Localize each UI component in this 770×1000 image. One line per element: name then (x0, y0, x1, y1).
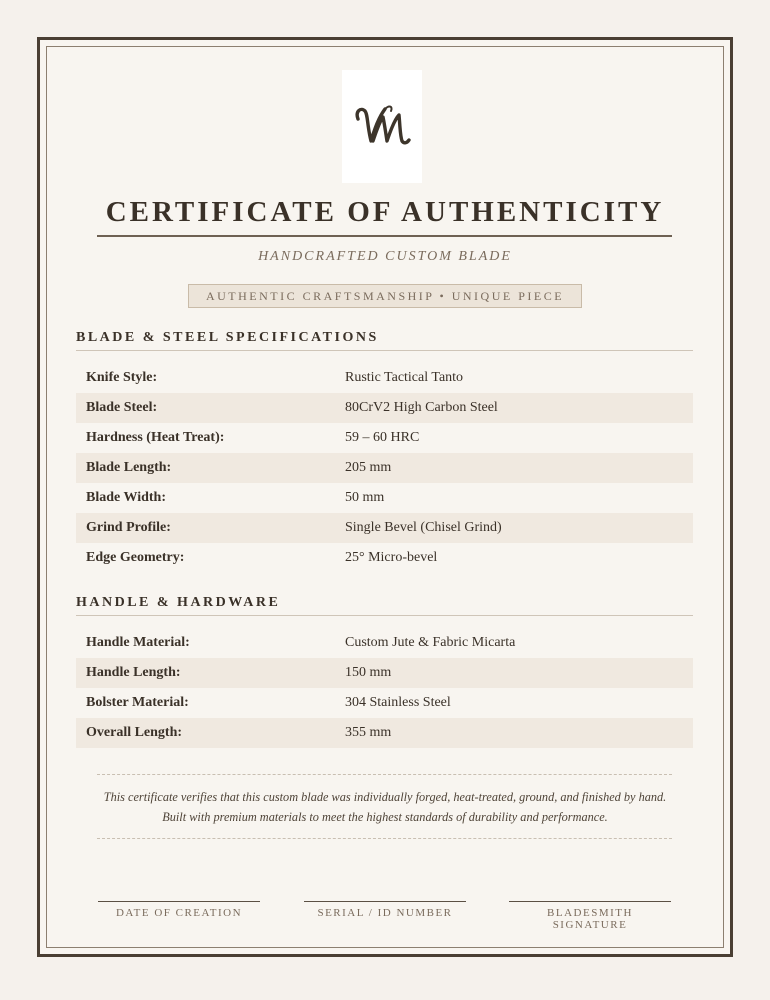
handle-spec-table (76, 628, 693, 748)
spec-label: Grind Profile: (86, 520, 171, 535)
spec-value: 50 mm (345, 490, 385, 505)
spec-value: 80CrV2 High Carbon Steel (345, 400, 498, 415)
blade-section-title: BLADE & STEEL SPECIFICATIONS (76, 330, 379, 345)
spec-value: Single Bevel (Chisel Grind) (345, 520, 502, 535)
authenticity-statement: This certificate verifies that this custom blade was individually forged, heat-treated, ground, and finished by hand. Built with premium materials to meet the highest standards of durability and performance. (103, 790, 667, 824)
spec-label: Blade Length: (86, 460, 172, 475)
handle-section-title: HANDLE & HARDWARE (76, 595, 281, 610)
spec-label: Knife Style: (86, 370, 158, 385)
spec-label: Handle Length: (86, 665, 181, 680)
certificate-subtitle: HANDCRAFTED CUSTOM BLADE (258, 249, 512, 264)
spec-row (76, 718, 693, 748)
spec-value: 205 mm (345, 460, 392, 475)
spec-row (76, 688, 693, 718)
spec-label: Bolster Material: (86, 695, 189, 710)
spec-row (76, 393, 693, 423)
spec-value: 304 Stainless Steel (345, 695, 451, 710)
spec-value: Rustic Tactical Tanto (345, 370, 464, 385)
spec-row (76, 423, 693, 453)
spec-row (76, 453, 693, 483)
spec-row (76, 543, 693, 573)
serial-number-line: SERIAL / ID NUMBER (304, 901, 466, 919)
spec-value: Custom Jute & Fabric Micarta (345, 635, 516, 650)
spec-label: Handle Material: (86, 635, 190, 650)
bladesmith-signature-line: BLADESMITH SIGNATURE (509, 901, 671, 931)
blade-section-rule (76, 350, 693, 351)
spec-value: 355 mm (345, 725, 392, 740)
certificate-title: CERTIFICATE OF AUTHENTICITY (105, 196, 665, 228)
statement-divider-bottom (97, 838, 672, 839)
vm-monogram-icon (349, 97, 415, 157)
spec-label: Overall Length: (86, 725, 183, 740)
spec-row (76, 363, 693, 393)
date-of-creation-line: DATE OF CREATION (98, 901, 260, 919)
spec-row (76, 628, 693, 658)
spec-label: Hardness (Heat Treat): (86, 430, 225, 445)
spec-label: Blade Width: (86, 490, 167, 505)
spec-label: Blade Steel: (86, 400, 158, 415)
blade-spec-table (76, 363, 693, 573)
monogram-logo (342, 70, 422, 183)
title-underline (97, 235, 672, 237)
handle-section-rule (76, 615, 693, 616)
spec-label: Edge Geometry: (86, 550, 185, 565)
spec-value: 150 mm (345, 665, 392, 680)
spec-row (76, 483, 693, 513)
spec-row (76, 513, 693, 543)
spec-value: 25° Micro-bevel (345, 550, 438, 565)
spec-row (76, 658, 693, 688)
spec-value: 59 – 60 HRC (345, 430, 420, 445)
statement-divider-top (97, 774, 672, 775)
authenticity-badge: AUTHENTIC CRAFTSMANSHIP • UNIQUE PIECE (188, 284, 582, 308)
